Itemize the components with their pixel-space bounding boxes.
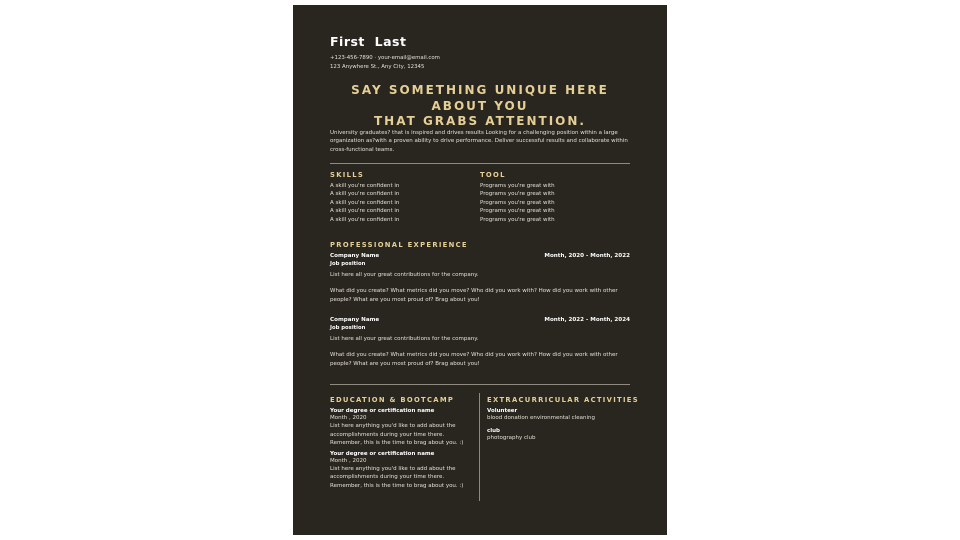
activity-name: Volunteer	[487, 408, 518, 414]
experience-title: PROFESSIONAL EXPERIENCE	[330, 241, 468, 249]
activity-entry	[487, 408, 632, 422]
skill-item: A skill you're confident in	[330, 216, 400, 223]
tools-title: TOOL	[480, 171, 506, 179]
skill-item: A skill you're confident in	[330, 199, 400, 206]
activity-entry	[487, 428, 632, 442]
tool-item: Programs you're great with	[480, 191, 555, 198]
education-name: Your degree or certification name	[330, 408, 435, 414]
job-company: Company Name	[330, 317, 380, 323]
tools-list	[480, 182, 630, 224]
summary-text: University graduates? that is inspired and drives results Looking for a challenging position within a large organization as?with a proven ability to drive performance. Deliver successful results and collaborate within cross-functional teams.	[330, 130, 628, 153]
contact-address: 123 Anywhere St., Any City, 12345	[330, 63, 425, 70]
job-position: Job position	[330, 325, 366, 331]
tool-item: Programs you're great with	[480, 199, 555, 206]
skill-item: A skill you're confident in	[330, 183, 400, 189]
activities-list	[487, 408, 632, 443]
education-description: List here anything you'd like to add about the accomplishments during your time there. Remember, this is the time to brag about you. :)	[330, 466, 464, 489]
resume-name: First Last	[330, 34, 407, 49]
skill-item: A skill you're confident in	[330, 208, 400, 215]
education-description: List here anything you'd like to add about the accomplishments during your time there. Remember, this is the time to brag about you. :)	[330, 423, 464, 447]
job-company: Company Name	[330, 253, 380, 259]
education-entry	[330, 408, 475, 448]
divider	[330, 163, 630, 164]
job-details: What did you create? What metrics did you move? Who did you work with? How did you work with other people? What are you most proud of? Brag about you!	[330, 288, 618, 303]
education-entry	[330, 451, 475, 491]
activities-title: EXTRACURRICULAR ACTIVITIES	[487, 396, 639, 404]
job-details: What did you create? What metrics did you move? Who did you work with? How did you work with other people? What are you most proud of? Brag about you!	[330, 352, 618, 367]
tool-item: Programs you're great with	[480, 183, 555, 189]
headline-line-2: THAT GRABS ATTENTION.	[374, 114, 586, 128]
skill-item: A skill you're confident in	[330, 191, 400, 198]
education-title: EDUCATION & BOOTCAMP	[330, 396, 455, 404]
contact-phone-email: +123-456-7890 · your-email@email.com	[330, 55, 440, 61]
job-entry	[330, 317, 630, 368]
resume-page	[293, 5, 667, 535]
skills-list	[330, 182, 470, 224]
job-dates: Month, 2022 - Month, 2024	[544, 317, 630, 323]
activity-name: club	[487, 428, 500, 435]
divider	[330, 384, 630, 385]
skills-title: SKILLS	[330, 171, 365, 179]
job-contributions: List here all your great contributions for the company.	[330, 272, 479, 278]
education-date: Month , 2020	[330, 457, 367, 464]
job-entry	[330, 253, 630, 304]
headline-line-1: SAY SOMETHING UNIQUE HERE ABOUT YOU	[351, 83, 609, 113]
tool-item: Programs you're great with	[480, 216, 555, 223]
education-name: Your degree or certification name	[330, 450, 435, 457]
contact-info	[330, 54, 440, 71]
job-contributions: List here all your great contributions for the company.	[330, 336, 479, 342]
headline	[323, 83, 637, 130]
column-divider	[479, 393, 480, 501]
job-dates: Month, 2020 - Month, 2022	[544, 253, 630, 259]
education-list	[330, 408, 475, 490]
job-position: Job position	[330, 261, 366, 267]
education-date: Month , 2020	[330, 415, 367, 421]
activity-description: blood donation environmental cleaning	[487, 415, 595, 421]
activity-description: photography club	[487, 435, 536, 442]
tool-item: Programs you're great with	[480, 208, 555, 215]
